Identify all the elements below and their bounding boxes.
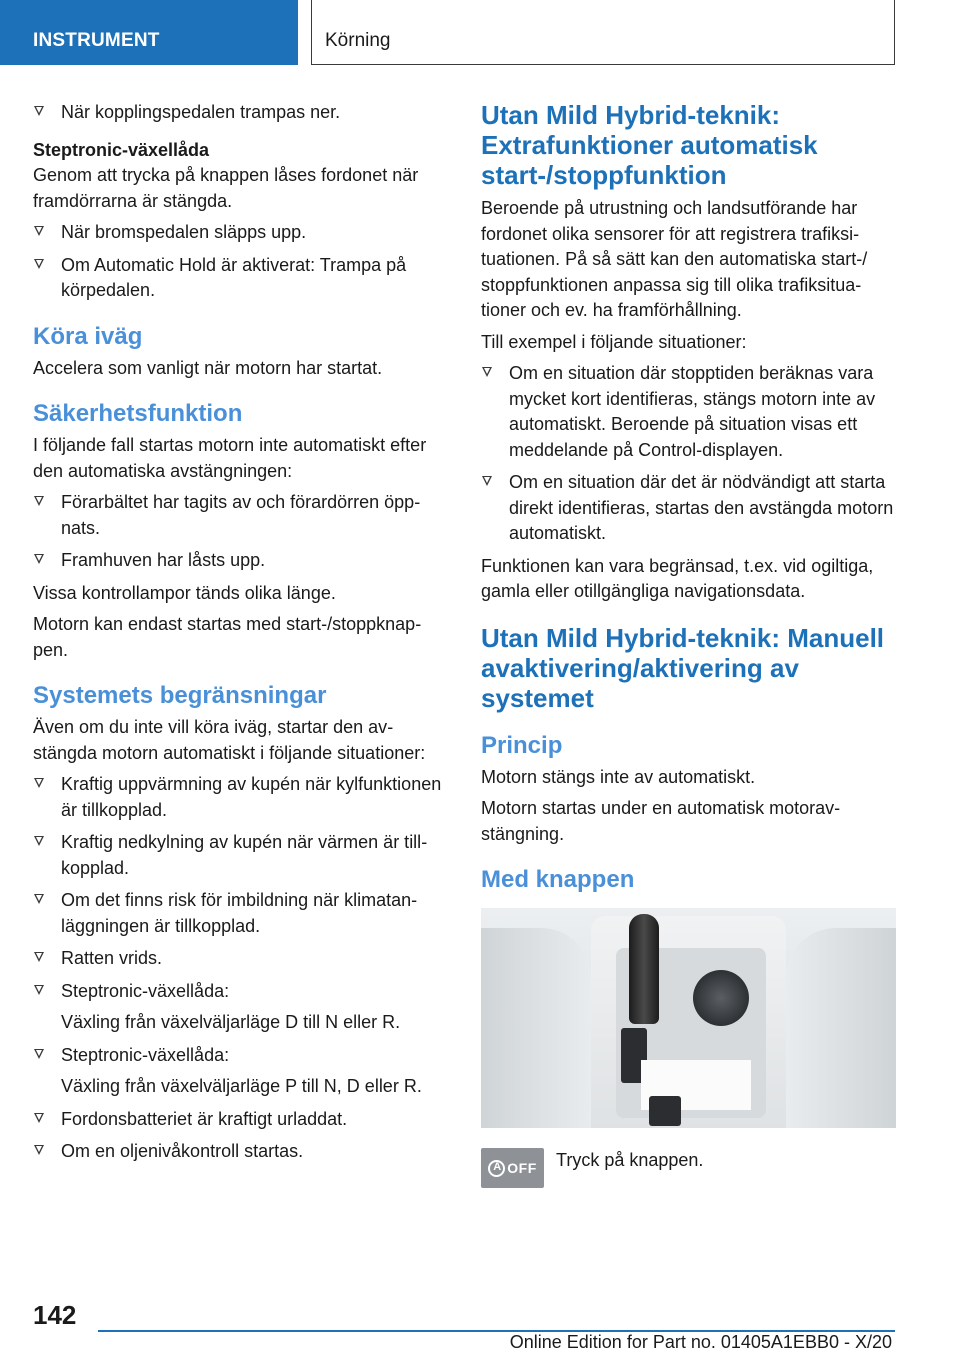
triangle-bullet-icon xyxy=(34,778,44,788)
list-item: När bromspedalen släpps upp. xyxy=(33,220,448,246)
paragraph: Accelera som vanligt när motorn har startat. xyxy=(33,357,383,378)
triangle-bullet-icon xyxy=(34,1049,44,1059)
triangle-bullet-icon xyxy=(34,106,44,116)
instruction-text: Tryck på knappen. xyxy=(556,1150,704,1170)
list-item: Om det finns risk för imbildning när klimatanläggningen är tillkopplad. xyxy=(33,888,448,939)
list-item: När kopplingspedalen trampas ner. xyxy=(33,100,448,126)
list-item: Steptronic-växellåda: Växling från växelväljarläge D till N eller R. xyxy=(33,979,448,1036)
section-heading-sakerhet: Säkerhetsfunktion xyxy=(33,400,243,427)
triangle-bullet-icon xyxy=(482,476,492,486)
heading-extrafunktioner: Utan Mild Hybrid-teknik: Extrafunktioner automatisk start-/stoppfunktion xyxy=(481,100,818,190)
paragraph: Motorn startas under en automatisk motoravstängning. xyxy=(481,798,841,844)
header-section-tab: INSTRUMENT xyxy=(0,0,298,65)
bullet-list xyxy=(33,220,448,304)
page-number: 142 xyxy=(33,1300,77,1330)
list-item: Om en situation där stopptiden beräknas vara mycket kort identifieras, stängs motorn inte av automatiskt. Beroende på situation visas ett meddelande på Control-displayen. xyxy=(481,361,896,463)
button-instruction xyxy=(481,1148,896,1188)
triangle-bullet-icon xyxy=(34,259,44,269)
bullet-list xyxy=(481,361,896,547)
bullet-list xyxy=(33,100,448,126)
paragraph: Motorn kan endast startas med start-/stoppknappen. xyxy=(33,614,422,660)
list-item: Fordonsbatteriet är kraftigt urladdat. xyxy=(33,1107,448,1133)
list-item: Framhuven har låsts upp. xyxy=(33,548,448,574)
triangle-bullet-icon xyxy=(34,1113,44,1123)
list-item: Kraftig nedkylning av kupén när värmen är tillkopplad. xyxy=(33,830,448,881)
paragraph: Funktionen kan vara begränsad, t.ex. vid ogiltiga, gamla eller otillgängliga navigationsdata. xyxy=(481,555,874,601)
list-item: Om en oljenivåkontroll startas. xyxy=(33,1139,448,1165)
section-heading-princip: Princip xyxy=(481,731,563,759)
paragraph: Beroende på utrustning och landsutförande har fordonet olika sensorer för att registrera trafiksituationen. På så sätt kan den automatiska start-/ stoppfunktionen anpassa sig till olika trafiksituationer och ev. ha framförhållning. xyxy=(481,198,868,320)
triangle-bullet-icon xyxy=(482,367,492,377)
triangle-bullet-icon xyxy=(34,952,44,962)
triangle-bullet-icon xyxy=(34,836,44,846)
list-item: Steptronic-växellåda: Växling från växelväljarläge P till N, D eller R. xyxy=(33,1043,448,1100)
auto-start-stop-off-icon: A OFF xyxy=(481,1148,544,1188)
paragraph: Motorn stängs inte av automatiskt. xyxy=(481,766,756,787)
triangle-bullet-icon xyxy=(34,894,44,904)
paragraph: I följande fall startas motorn inte automatiskt efter den automatiska avstängningen: xyxy=(33,435,427,481)
right-column xyxy=(481,100,896,1188)
section-heading-kora: Köra iväg xyxy=(33,322,143,350)
triangle-bullet-icon xyxy=(34,985,44,995)
triangle-bullet-icon xyxy=(34,496,44,506)
triangle-bullet-icon xyxy=(34,226,44,236)
paragraph: Till exempel i följande situationer: xyxy=(481,331,747,352)
steptronic-heading: Steptronic-växellåda xyxy=(33,139,210,160)
list-item: Om en situation där det är nödvändigt att starta direkt identifieras, startas den avstängda motorn automatiskt. xyxy=(481,470,896,547)
triangle-bullet-icon xyxy=(34,554,44,564)
paragraph: Genom att trycka på knappen låses fordonet när framdörrarna är stängda. xyxy=(33,165,419,211)
center-console-photo xyxy=(481,908,896,1128)
section-heading-knappen: Med knappen xyxy=(481,866,635,893)
footer-edition: Online Edition for Part no. 01405A1EBB0 - X/20 xyxy=(509,1332,892,1352)
paragraph: Även om du inte vill köra iväg, startar den avstängda motorn automatiskt i följande situationer: xyxy=(33,717,426,763)
list-item: Ratten vrids. xyxy=(33,946,448,972)
list-item: Förarbältet har tagits av och förardörren öppnats. xyxy=(33,490,448,541)
triangle-bullet-icon xyxy=(34,1145,44,1155)
list-item: Om Automatic Hold är aktiverat: Trampa på körpedalen. xyxy=(33,253,448,304)
bullet-list xyxy=(33,772,448,1165)
header-subsection: Körning xyxy=(311,0,895,65)
heading-manuell: Utan Mild Hybrid-teknik: Manuell avaktivering/aktivering av systemet xyxy=(481,622,885,713)
paragraph: Vissa kontrollampor tänds olika länge. xyxy=(33,582,336,603)
section-heading-begransningar: Systemets begränsningar xyxy=(33,682,327,709)
left-column xyxy=(33,100,448,1172)
bullet-list xyxy=(33,490,448,574)
list-item: Kraftig uppvärmning av kupén när kylfunktionen är tillkopplad. xyxy=(33,772,448,823)
